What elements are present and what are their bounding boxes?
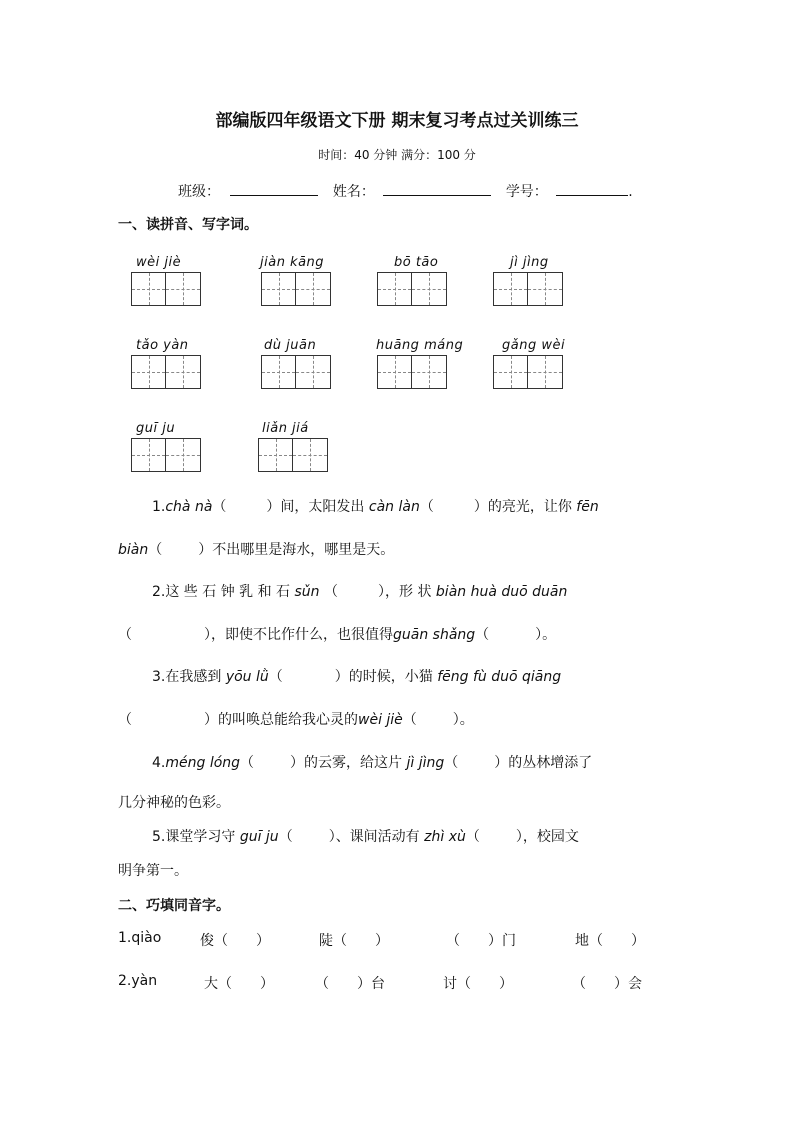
question-1-line2 [118, 539, 394, 559]
word-pinyin: huāng máng [376, 338, 464, 353]
period: 。 [542, 627, 557, 643]
writing-grid[interactable] [261, 355, 331, 389]
word-pinyin: tǎo yàn [136, 338, 189, 353]
pinyin-prompt: chà nà [165, 499, 213, 515]
pinyin-prompt: wèi jiè [358, 712, 403, 728]
pinyin-prompt: fēng fù duō qiāng [437, 669, 562, 685]
homophone-item[interactable]: 地（ ） [575, 933, 645, 949]
question-2-line1: 2.这 些 石 钟 乳 和 石 sǔn （ ），形 状 biàn huà duō duān [152, 584, 568, 600]
writing-grid[interactable] [131, 355, 201, 389]
question-text: 课堂学习守 [165, 829, 236, 845]
writing-grid[interactable] [131, 438, 201, 472]
word-pinyin: dù juān [264, 338, 317, 353]
question-4-line1: 4.méng lóng（ ）的云雾，给这片 jì jìng（ ）的丛林增添了 [152, 755, 593, 771]
name-label: 姓名： [332, 184, 375, 200]
question-3-line1: 3.在我感到 yōu lǜ（ ）的时候，小猫 fēng fù duō qiāng [152, 669, 562, 685]
question-number: 2. [152, 584, 166, 600]
period: 。 [459, 712, 474, 728]
pinyin-prompt: càn làn [368, 499, 420, 515]
word-pinyin: bō tāo [394, 255, 439, 270]
homophone-item[interactable]: （ ）门 [446, 933, 516, 949]
class-field[interactable] [230, 181, 318, 196]
question-number: 4. [152, 755, 166, 771]
writing-grid[interactable] [377, 272, 447, 306]
question-text: 这 些 石 钟 乳 和 石 [165, 584, 291, 600]
section1-heading: 一、读拼音、写字词。 [118, 217, 258, 233]
pinyin-prompt: sǔn [294, 584, 320, 600]
homophone-item[interactable]: 陡（ ） [319, 933, 389, 949]
paren-open: （ [212, 499, 227, 515]
id-field[interactable] [556, 181, 628, 196]
homophone-item[interactable]: 大（ ） [204, 976, 274, 992]
question-text: 的时候，小猫 [348, 669, 433, 685]
homophone-item[interactable]: （ ）会 [572, 976, 642, 992]
question-5-line1: 5.课堂学习守 guī ju（ ）、课间活动有 zhì xù（ ），校园文 [152, 829, 579, 845]
writing-grid[interactable] [261, 272, 331, 306]
word-pinyin: wèi jiè [136, 255, 182, 270]
writing-grid[interactable] [493, 355, 563, 389]
question-text: 的丛林增添了 [508, 755, 593, 771]
writing-grid[interactable] [493, 272, 563, 306]
writing-grid[interactable] [377, 355, 447, 389]
homophone-row-1-label: 1.qiào [118, 930, 162, 946]
question-text: ，校园文 [522, 829, 579, 845]
question-4-line2: 几分神秘的色彩。 [118, 795, 230, 811]
question-2-line2: （ ），即使不比作什么，也很值得guān shǎng（ ）。 [118, 627, 557, 643]
homophone-item[interactable]: 俊（ ） [200, 933, 270, 949]
word-pinyin: jì jìng [510, 255, 549, 270]
id-label: 学号： [505, 184, 548, 200]
question-text: ，形 状 [385, 584, 432, 600]
question-text: 在我感到 [165, 669, 222, 685]
class-label: 班级： [178, 184, 220, 200]
word-pinyin: gǎng wèi [502, 338, 566, 353]
question-text: 的云雾，给这片 [304, 755, 403, 771]
name-field[interactable] [383, 181, 491, 196]
pinyin-prompt: méng lóng [165, 755, 241, 771]
end-mark: . [628, 184, 633, 200]
paren-close: ） [266, 499, 281, 515]
pinyin-prompt: jì jìng [406, 755, 445, 771]
question-text: 不出哪里是海水，哪里是天。 [212, 542, 395, 558]
writing-grid[interactable] [131, 272, 201, 306]
homophone-row-2-label: 2.yàn [118, 973, 158, 989]
pinyin-prompt: biàn [118, 542, 149, 558]
question-text: 间，太阳发出 [280, 499, 365, 515]
paren-open: （ [148, 542, 163, 558]
page-title: 部编版四年级语文下册 期末复习考点过关训练三 [215, 111, 579, 131]
exam-meta: 时间：40 分钟 满分：100 分 [318, 148, 476, 162]
pinyin-prompt: zhì xù [424, 829, 466, 845]
word-pinyin: guī ju [136, 421, 176, 436]
writing-grid[interactable] [258, 438, 328, 472]
question-text: 的亮光，让你 [487, 499, 572, 515]
paren-close: ） [473, 499, 488, 515]
homophone-item[interactable]: 讨（ ） [443, 976, 513, 992]
question-number: 5. [152, 829, 166, 845]
pinyin-prompt: yōu lǜ [225, 669, 269, 685]
pinyin-prompt: guī ju [239, 829, 279, 845]
pinyin-prompt: guān shǎng [393, 627, 476, 643]
question-5-line2: 明争第一。 [118, 863, 188, 879]
word-pinyin: jiàn kāng [260, 255, 325, 270]
word-pinyin: liǎn jiá [262, 421, 309, 436]
section2-heading: 二、巧填同音字。 [118, 898, 230, 914]
question-text: ，即使不比作什么，也很值得 [211, 627, 393, 643]
paren-close: ） [198, 542, 213, 558]
pinyin-prompt: biàn huà duō duān [435, 584, 568, 600]
pinyin-prompt: fēn [576, 499, 599, 515]
question-1-line1 [152, 496, 599, 516]
question-text: 、课间活动有 [335, 829, 420, 845]
question-text: 的叫唤总能给我心灵的 [218, 712, 358, 728]
question-number: 3. [152, 669, 166, 685]
paren-open: （ [419, 499, 434, 515]
homophone-item[interactable]: （ ）台 [315, 976, 385, 992]
question-3-line2: （ ）的叫唤总能给我心灵的wèi jiè（ ）。 [118, 712, 474, 728]
student-info-line [178, 181, 633, 201]
question-number: 1. [152, 499, 166, 515]
